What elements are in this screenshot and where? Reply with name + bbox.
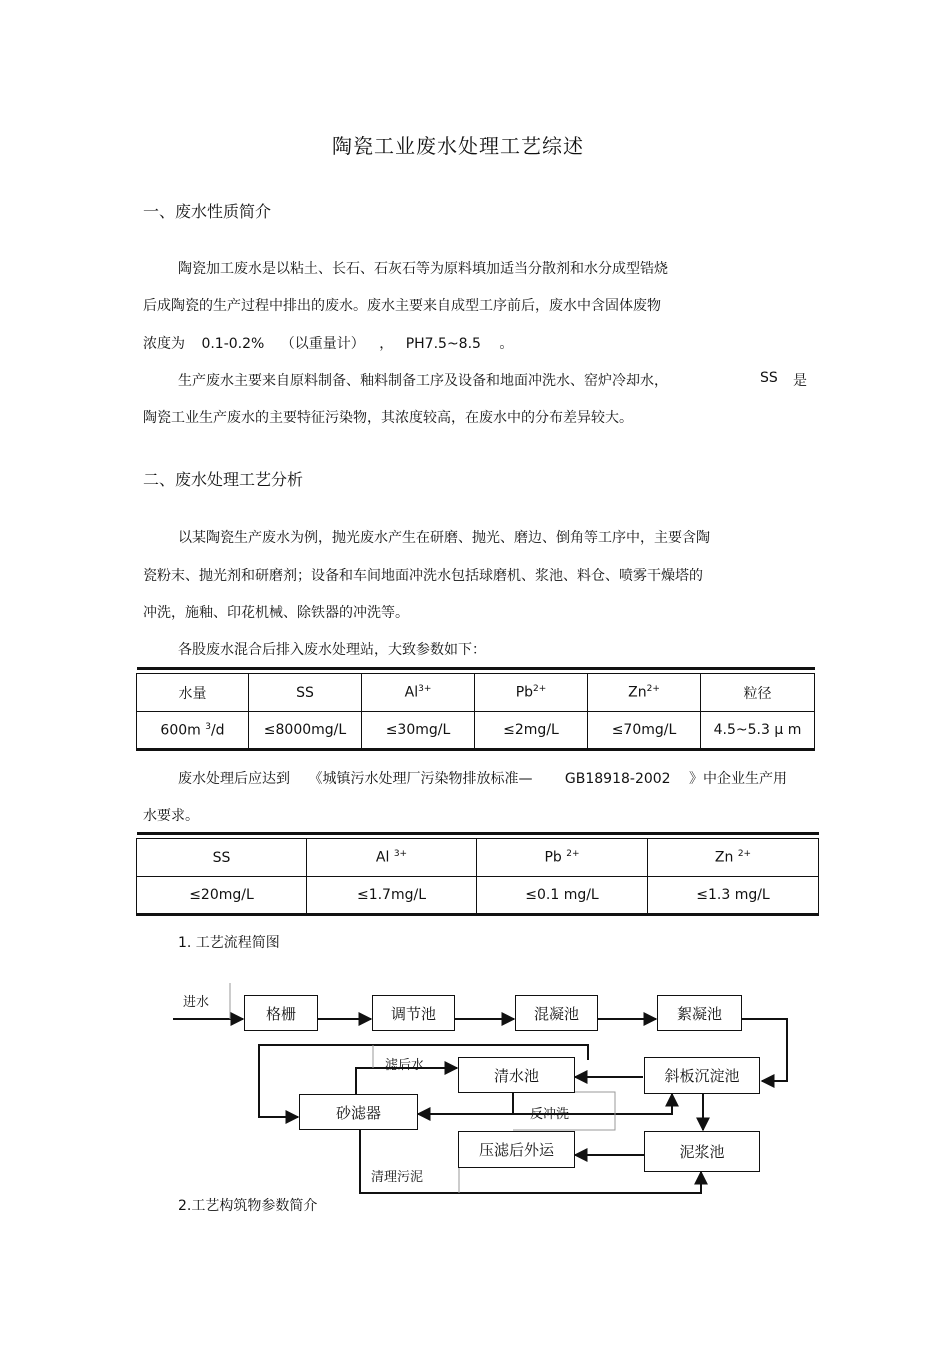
- section1-heading: 一、废水性质简介: [143, 202, 272, 221]
- header-text: Pb: [544, 849, 567, 866]
- superscript: 2+: [566, 849, 580, 860]
- flow-box-sand-filter: 砂滤器: [299, 1094, 418, 1130]
- section2-paragraph-line: 瓷粉末、抛光剂和研磨剂；设备和车间地面冲洗水包括球磨机、浆池、料仓、喷雾干燥塔的: [143, 568, 703, 584]
- flow-box-coagulation-tank: 混凝池: [515, 995, 598, 1031]
- flow-label-clean-sludge: 清理污泥: [371, 1170, 424, 1185]
- page-title: 陶瓷工业废水处理工艺综述: [332, 134, 584, 158]
- text-span: ，: [379, 336, 394, 352]
- cell-text: /d: [210, 722, 225, 739]
- table-cell: ≤70mg/L: [588, 712, 701, 750]
- table-cell: ≤2mg/L: [475, 712, 588, 750]
- flow-label-backwash: 反冲洗: [530, 1107, 570, 1122]
- header-text: Al: [375, 849, 394, 866]
- text-span: 。: [499, 336, 514, 352]
- text-span: GB18918-2002: [564, 771, 671, 787]
- section1-text-span: 是: [793, 373, 807, 389]
- table-cell: ≤0.1 mg/L: [477, 877, 648, 915]
- superscript: 2+: [533, 684, 547, 695]
- header-text: Al: [404, 684, 419, 701]
- superscript: 3+: [418, 684, 432, 695]
- flow-box-clear-water-tank: 清水池: [458, 1057, 575, 1093]
- flow-box-regulating-tank: 调节池: [372, 995, 455, 1031]
- superscript: 2+: [737, 849, 752, 860]
- text-span: （以重量计）: [280, 336, 365, 352]
- text-span: 浓度为: [143, 336, 185, 352]
- flow-box-grille: 格栅: [244, 995, 318, 1031]
- table-cell: 4.5~5.3 μ m: [701, 712, 815, 750]
- subheading-structure-params: 2.工艺构筑物参数简介: [178, 1198, 318, 1214]
- section2-paragraph-line: 水要求。: [143, 808, 199, 824]
- text-span: 0.1-0.2%: [201, 336, 265, 352]
- table-header-cell: SS: [137, 839, 307, 877]
- header-text: Pb: [515, 684, 534, 701]
- table-header-cell: 粒径: [701, 674, 815, 712]
- text-span: PH7.5~8.5: [405, 336, 481, 352]
- flow-box-sludge-tank: 泥浆池: [644, 1131, 760, 1172]
- superscript: 3+: [393, 849, 408, 860]
- superscript: 3: [205, 721, 211, 732]
- flow-arrow: [418, 1092, 513, 1114]
- table-cell: ≤30mg/L: [362, 712, 475, 750]
- section2-heading: 二、废水处理工艺分析: [143, 470, 304, 489]
- section2-paragraph-line: 以某陶瓷生产废水为例，抛光废水产生在研磨、抛光、磨边、倒角等工序中，主要含陶: [178, 530, 710, 546]
- section2-paragraph-line: 各股废水混合后排入废水处理站，大致参数如下：: [178, 642, 486, 658]
- section1-paragraph-line: 陶瓷工业生产废水的主要特征污染物，其浓度较高，在废水中的分布差异较大。: [143, 410, 633, 426]
- flow-label-inlet: 进水: [183, 995, 210, 1010]
- table-cell: ≤8000mg/L: [249, 712, 362, 750]
- header-text: Zn: [714, 849, 738, 866]
- table-header-cell: 水量: [137, 674, 249, 712]
- section1-paragraph-line: 后成陶瓷的生产过程中排出的废水。废水主要来自成型工序前后，废水中含固体废物: [143, 298, 661, 314]
- section1-ss-label: SS: [760, 370, 778, 386]
- cell-text: 600m: [160, 722, 206, 739]
- flow-box-flocculation-tank: 絮凝池: [657, 995, 742, 1031]
- flow-label-filtered-water: 滤后水: [385, 1058, 425, 1073]
- section1-paragraph-line: 陶瓷加工废水是以粘土、长石、石灰石等为原料填加适当分散剂和水分成型锆烧: [178, 261, 668, 277]
- flow-box-filter-press: 压滤后外运: [458, 1131, 575, 1168]
- text-span: 》中企业生产用: [689, 771, 788, 787]
- table-cell: ≤20mg/L: [137, 877, 307, 915]
- table-cell: ≤1.3 mg/L: [648, 877, 819, 915]
- section2-paragraph-line: 冲洗，施釉、印花机械、除铁器的冲洗等。: [143, 605, 409, 621]
- section1-paragraph-line: 生产废水主要来自原料制备、釉料制备工序及设备和地面冲洗水、窑炉冷却水，: [178, 373, 668, 389]
- superscript: 2+: [646, 684, 660, 695]
- subheading-flow-diagram: 1. 工艺流程简图: [178, 935, 280, 951]
- table-cell: ≤1.7mg/L: [307, 877, 477, 915]
- text-span: 《城镇污水处理厂污染物排放标准—: [308, 771, 533, 787]
- text-span: 废水处理后应达到: [178, 771, 290, 787]
- table-header-cell: SS: [249, 674, 362, 712]
- header-text: Zn: [628, 684, 647, 701]
- flow-box-inclined-plate-settler: 斜板沉淀池: [644, 1057, 760, 1094]
